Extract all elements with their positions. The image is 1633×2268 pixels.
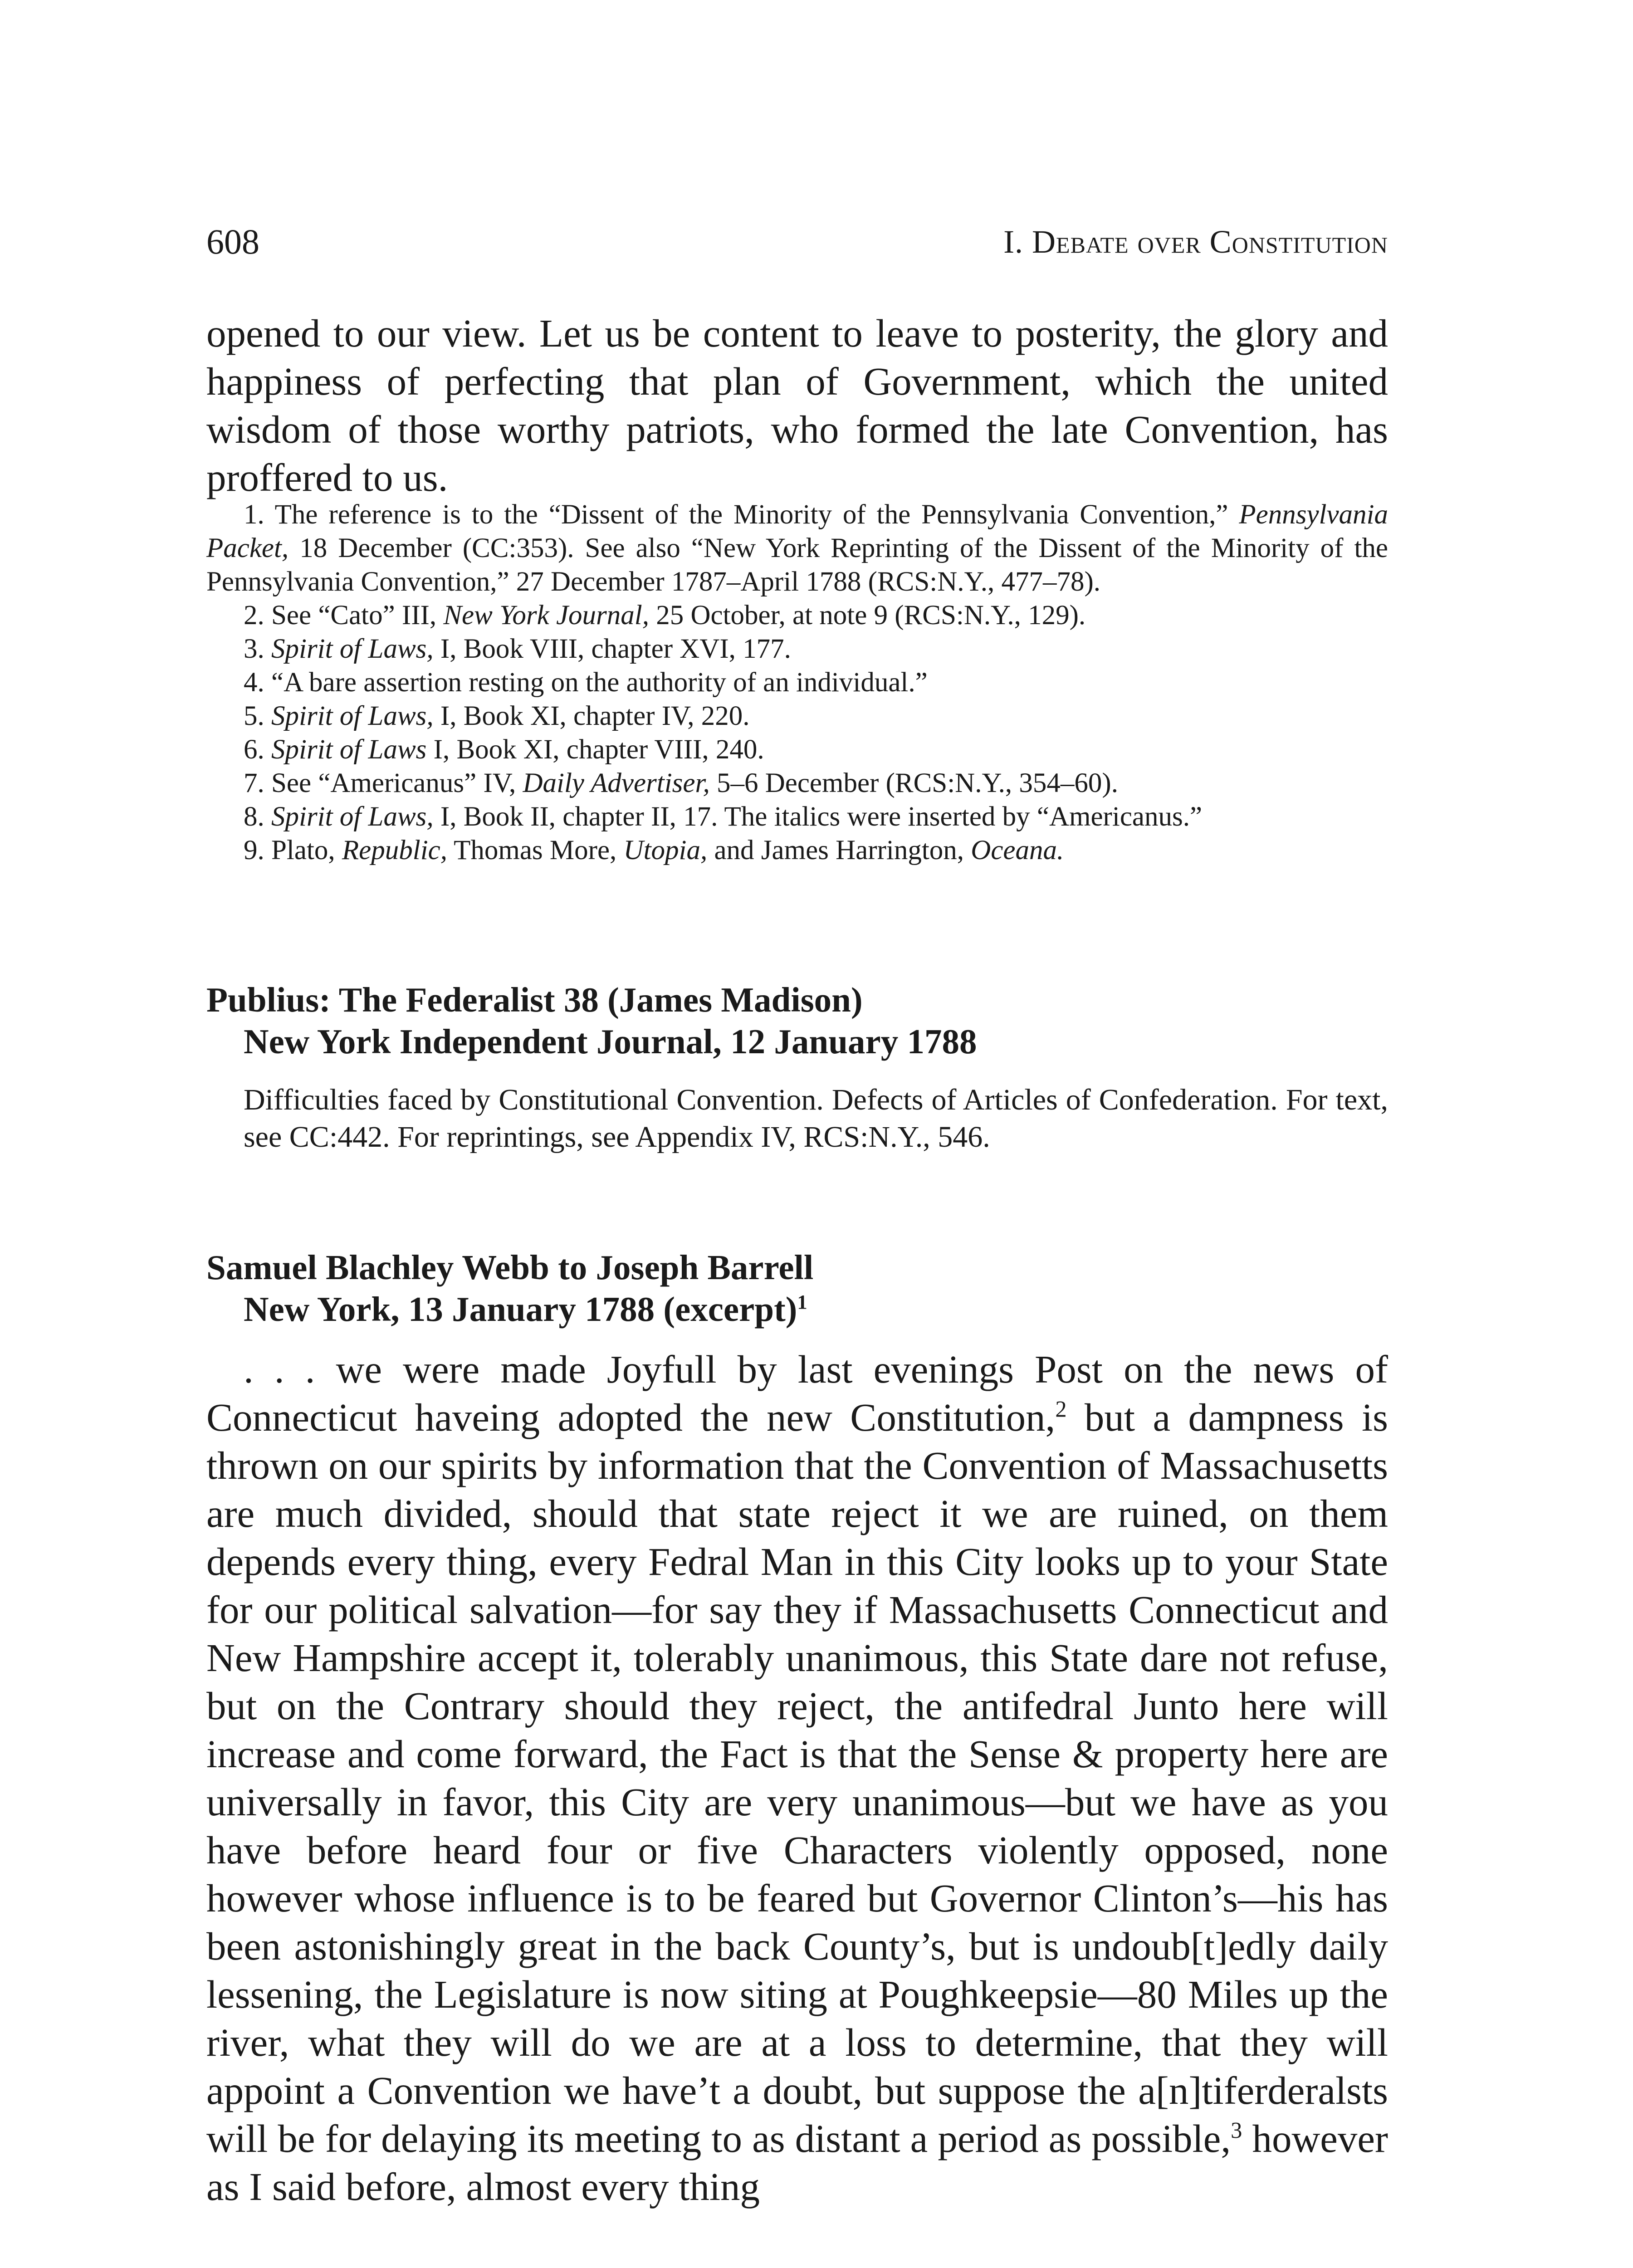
continued-paragraph: opened to our view. Let us be content to leave to posterity, the glory and happiness of perfecting that plan of Government, which the united wisdom of those worthy patriots, who formed the late Convention, has proffered to us. [206,311,1388,499]
section-heading-line-1: Publius: The Federalist 38 (James Madison) [206,980,863,1019]
page-number: 608 [206,222,259,261]
footnote-6 [206,733,1388,767]
footnote-3-italic: Spirit of Laws, [271,634,434,664]
footnote-1-text-b: 18 December (CC:353). See also “New York Reprinting of the Dissent of the Minority of the Pennsylvania Convention,” 27 December 1787–April 1788 (RCS:N.Y., 477–78). [206,533,1388,597]
section-heading [206,1246,1388,1330]
footnote-6-text-a: 6. [244,734,271,765]
footnote-5-italic: Spirit of Laws, [271,701,434,731]
page-header [206,217,1388,267]
continued-paragraph-block [206,309,1388,502]
footnote-ref-2: 2 [1055,1396,1067,1422]
footnote-8 [206,800,1388,834]
footnote-9-text-b: Thomas More, [447,835,624,865]
footnote-3-text-a: 3. [244,634,271,664]
footnote-1-italic: Pennsylvania Packet, [206,499,1388,563]
footnote-ref-1: 1 [797,1290,807,1314]
footnote-7 [206,767,1388,800]
footnote-2-text-b: 25 October, at note 9 (RCS:N.Y., 129). [649,600,1086,631]
section-federalist-38 [206,979,1388,1156]
footnote-4 [206,666,1388,699]
footnote-9-italic-2: Utopia, [623,835,708,865]
footnotes [206,498,1388,867]
footnote-8-text-a: 8. [244,802,271,832]
letter-body [206,1345,1388,2211]
footnote-3 [206,632,1388,666]
section-heading-line-2-text: New York, 13 January 1788 (excerpt) [244,1290,797,1329]
footnote-2-text-a: 2. See “Cato” III, [244,600,444,631]
section-heading-line-2: New York Independent Journal, 12 January 1788 [244,1022,977,1061]
letter-body-part-3: however as I said before, almost every thing [206,2116,1389,2209]
footnote-3-text-b: I, Book VIII, chapter XVI, 177. [433,634,791,664]
letter-body-part-2: but a dampness is thrown on our spirits by information that the Convention of Massachusetts are much divided, should that state reject it we are ruined, on them depends every thing, every Fedral Man in this City looks up to your State for our political salvation—for say they if Massachusetts Connecticut and New Hampshire accept it, tolerably unanimous, this State dare not refuse, but on the Contrary should they reject, the antifedral Junto here will increase and come forward, the Fact is that the Sense & property here are universally in favor, this City are very unanimous—but we have as you have before heard four or five Characters violently opposed, none however whose influence is to be feared but Governor Clinton’s—his has been astonishingly great in the back County’s, but is undoub[t]edly daily lessening, the Legislature is now siting at Poughkeepsie—80 Miles up the river, what they will do we are at a loss to determine, that they will appoint a Convention we have’t a doubt, but suppose the a[n]tiferderalsts will be for delaying its meeting to as distant a period as possible, [206,1395,1388,2160]
section-heading [206,979,1388,1062]
footnote-7-text-a: 7. See “Americanus” IV, [244,768,523,798]
footnote-9-text-a: 9. Plato, [244,835,342,865]
footnote-8-text-b: I, Book II, chapter II, 17. The italics were inserted by “Americanus.” [433,802,1203,832]
footnote-6-italic: Spirit of Laws [271,734,427,765]
footnote-1-text-a: 1. The reference is to the “Dissent of the Minority of the Pennsylvania Convention,” [244,499,1228,530]
section-heading-line-2 [206,1288,1388,1330]
footnote-5 [206,699,1388,733]
footnote-9 [206,834,1388,867]
footnote-2-italic: New York Journal, [443,600,649,631]
running-head: I. Debate over Constitution [1003,224,1388,260]
footnote-4-text: 4. “A bare assertion resting on the authority of an individual.” [244,667,928,698]
footnote-2 [206,599,1388,632]
section-heading-line-1: Samuel Blachley Webb to Joseph Barrell [206,1248,814,1287]
footnote-5-text-a: 5. [244,701,271,731]
footnote-1 [206,498,1388,599]
footnote-9-italic-1: Republic, [342,835,447,865]
footnote-9-italic-3: Oceana. [971,835,1064,865]
footnote-ref-3: 3 [1231,2117,1242,2143]
footnote-9-text-c: and James Harrington, [707,835,971,865]
footnote-7-italic: Daily Advertiser, [523,768,710,798]
footnote-7-text-b: 5–6 December (RCS:N.Y., 354–60). [709,768,1118,798]
section-webb-to-barrell [206,1246,1388,2211]
footnote-6-text-b: I, Book XI, chapter VIII, 240. [426,734,764,765]
footnote-8-italic: Spirit of Laws, [271,802,434,832]
section-summary: Difficulties faced by Constitutional Convention. Defects of Articles of Confederation. For text, see CC:442. For reprintings, see Appendix IV, RCS:N.Y., 546. [244,1083,1388,1154]
footnote-5-text-b: I, Book XI, chapter IV, 220. [433,701,750,731]
letter-body-part-1: . . . we were made Joyfull by last evenings Post on the news of Connecticut haveing adopted the new Constitution, [206,1347,1388,1439]
